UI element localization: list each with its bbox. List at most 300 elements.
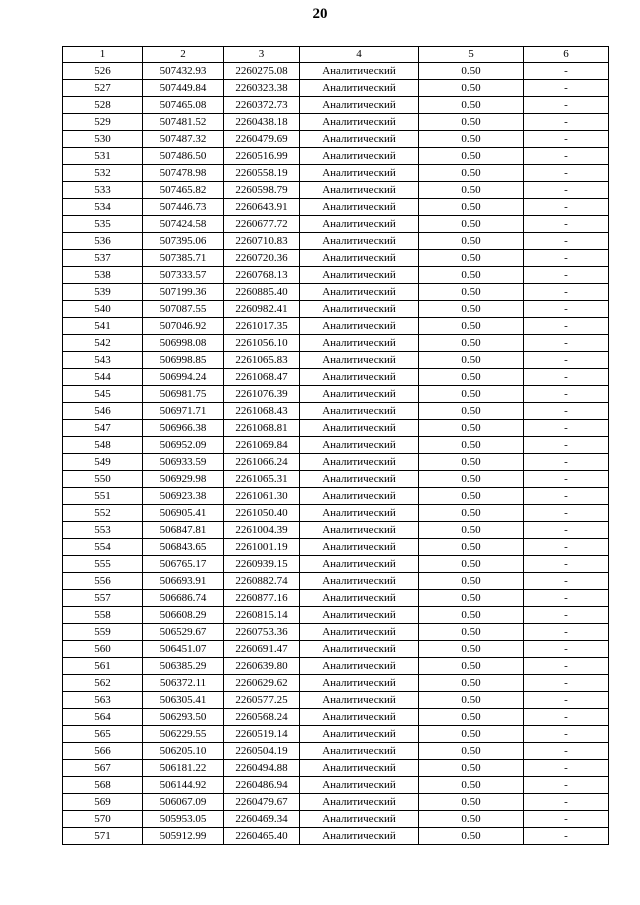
x-coordinate-cell: 506385.29	[143, 658, 224, 675]
note-cell: -	[524, 539, 609, 556]
note-cell: -	[524, 199, 609, 216]
column-header: 4	[300, 47, 419, 63]
y-coordinate-cell: 2260710.83	[224, 233, 300, 250]
table-row	[63, 420, 609, 437]
x-coordinate-cell: 506905.41	[143, 505, 224, 522]
table-row	[63, 114, 609, 131]
y-coordinate-cell: 2260982.41	[224, 301, 300, 318]
note-cell: -	[524, 233, 609, 250]
table-row	[63, 437, 609, 454]
accuracy-cell: 0.50	[419, 369, 524, 386]
point-number-cell: 551	[63, 488, 143, 505]
accuracy-cell: 0.50	[419, 403, 524, 420]
accuracy-cell: 0.50	[419, 624, 524, 641]
note-cell: -	[524, 403, 609, 420]
y-coordinate-cell: 2260519.14	[224, 726, 300, 743]
y-coordinate-cell: 2261068.43	[224, 403, 300, 420]
x-coordinate-cell: 507446.73	[143, 199, 224, 216]
x-coordinate-cell: 506205.10	[143, 743, 224, 760]
note-cell: -	[524, 811, 609, 828]
table-row	[63, 454, 609, 471]
table-row	[63, 80, 609, 97]
x-coordinate-cell: 506608.29	[143, 607, 224, 624]
x-coordinate-cell: 506067.09	[143, 794, 224, 811]
y-coordinate-cell: 2260558.19	[224, 165, 300, 182]
note-cell: -	[524, 522, 609, 539]
y-coordinate-cell: 2261068.47	[224, 369, 300, 386]
table-row	[63, 709, 609, 726]
method-cell: Аналитический	[300, 624, 419, 641]
method-cell: Аналитический	[300, 369, 419, 386]
point-number-cell: 546	[63, 403, 143, 420]
x-coordinate-cell: 507395.06	[143, 233, 224, 250]
method-cell: Аналитический	[300, 828, 419, 845]
y-coordinate-cell: 2260504.19	[224, 743, 300, 760]
table-row	[63, 318, 609, 335]
accuracy-cell: 0.50	[419, 182, 524, 199]
x-coordinate-cell: 507486.50	[143, 148, 224, 165]
x-coordinate-cell: 507199.36	[143, 284, 224, 301]
table-row	[63, 505, 609, 522]
x-coordinate-cell: 505912.99	[143, 828, 224, 845]
column-header: 2	[143, 47, 224, 63]
point-number-cell: 542	[63, 335, 143, 352]
accuracy-cell: 0.50	[419, 607, 524, 624]
accuracy-cell: 0.50	[419, 267, 524, 284]
accuracy-cell: 0.50	[419, 556, 524, 573]
method-cell: Аналитический	[300, 148, 419, 165]
y-coordinate-cell: 2261004.39	[224, 522, 300, 539]
x-coordinate-cell: 507481.52	[143, 114, 224, 131]
table-row	[63, 488, 609, 505]
accuracy-cell: 0.50	[419, 250, 524, 267]
y-coordinate-cell: 2260465.40	[224, 828, 300, 845]
accuracy-cell: 0.50	[419, 522, 524, 539]
table-row	[63, 743, 609, 760]
point-number-cell: 539	[63, 284, 143, 301]
y-coordinate-cell: 2260568.24	[224, 709, 300, 726]
accuracy-cell: 0.50	[419, 63, 524, 80]
x-coordinate-cell: 506305.41	[143, 692, 224, 709]
point-number-cell: 538	[63, 267, 143, 284]
point-number-cell: 558	[63, 607, 143, 624]
x-coordinate-cell: 506843.65	[143, 539, 224, 556]
method-cell: Аналитический	[300, 437, 419, 454]
method-cell: Аналитический	[300, 182, 419, 199]
accuracy-cell: 0.50	[419, 692, 524, 709]
method-cell: Аналитический	[300, 675, 419, 692]
point-number-cell: 541	[63, 318, 143, 335]
table-row	[63, 811, 609, 828]
method-cell: Аналитический	[300, 505, 419, 522]
method-cell: Аналитический	[300, 335, 419, 352]
note-cell: -	[524, 284, 609, 301]
accuracy-cell: 0.50	[419, 573, 524, 590]
table-row	[63, 556, 609, 573]
table-row	[63, 199, 609, 216]
y-coordinate-cell: 2260720.36	[224, 250, 300, 267]
accuracy-cell: 0.50	[419, 80, 524, 97]
note-cell: -	[524, 165, 609, 182]
table-row	[63, 403, 609, 420]
table-body	[63, 63, 609, 845]
method-cell: Аналитический	[300, 590, 419, 607]
y-coordinate-cell: 2260479.69	[224, 131, 300, 148]
method-cell: Аналитический	[300, 97, 419, 114]
x-coordinate-cell: 507385.71	[143, 250, 224, 267]
method-cell: Аналитический	[300, 284, 419, 301]
table-row	[63, 148, 609, 165]
method-cell: Аналитический	[300, 233, 419, 250]
method-cell: Аналитический	[300, 658, 419, 675]
accuracy-cell: 0.50	[419, 709, 524, 726]
method-cell: Аналитический	[300, 692, 419, 709]
note-cell: -	[524, 352, 609, 369]
method-cell: Аналитический	[300, 471, 419, 488]
method-cell: Аналитический	[300, 114, 419, 131]
point-number-cell: 550	[63, 471, 143, 488]
point-number-cell: 552	[63, 505, 143, 522]
y-coordinate-cell: 2260479.67	[224, 794, 300, 811]
accuracy-cell: 0.50	[419, 165, 524, 182]
method-cell: Аналитический	[300, 216, 419, 233]
table-row	[63, 658, 609, 675]
note-cell: -	[524, 131, 609, 148]
y-coordinate-cell: 2260438.18	[224, 114, 300, 131]
note-cell: -	[524, 420, 609, 437]
y-coordinate-cell: 2260629.62	[224, 675, 300, 692]
note-cell: -	[524, 250, 609, 267]
y-coordinate-cell: 2260494.88	[224, 760, 300, 777]
table-row	[63, 165, 609, 182]
table-row	[63, 760, 609, 777]
point-number-cell: 529	[63, 114, 143, 131]
y-coordinate-cell: 2260275.08	[224, 63, 300, 80]
y-coordinate-cell: 2260815.14	[224, 607, 300, 624]
method-cell: Аналитический	[300, 301, 419, 318]
table-row	[63, 216, 609, 233]
x-coordinate-cell: 506847.81	[143, 522, 224, 539]
x-coordinate-cell: 506529.67	[143, 624, 224, 641]
accuracy-cell: 0.50	[419, 216, 524, 233]
y-coordinate-cell: 2260877.16	[224, 590, 300, 607]
point-number-cell: 557	[63, 590, 143, 607]
accuracy-cell: 0.50	[419, 794, 524, 811]
accuracy-cell: 0.50	[419, 760, 524, 777]
accuracy-cell: 0.50	[419, 658, 524, 675]
note-cell: -	[524, 607, 609, 624]
x-coordinate-cell: 506966.38	[143, 420, 224, 437]
point-number-cell: 545	[63, 386, 143, 403]
y-coordinate-cell: 2260516.99	[224, 148, 300, 165]
x-coordinate-cell: 506229.55	[143, 726, 224, 743]
method-cell: Аналитический	[300, 811, 419, 828]
y-coordinate-cell: 2261050.40	[224, 505, 300, 522]
accuracy-cell: 0.50	[419, 233, 524, 250]
point-number-cell: 548	[63, 437, 143, 454]
note-cell: -	[524, 471, 609, 488]
table-row	[63, 539, 609, 556]
x-coordinate-cell: 507465.08	[143, 97, 224, 114]
note-cell: -	[524, 760, 609, 777]
method-cell: Аналитический	[300, 403, 419, 420]
note-cell: -	[524, 63, 609, 80]
point-number-cell: 562	[63, 675, 143, 692]
table-row	[63, 97, 609, 114]
x-coordinate-cell: 506693.91	[143, 573, 224, 590]
point-number-cell: 560	[63, 641, 143, 658]
y-coordinate-cell: 2260753.36	[224, 624, 300, 641]
accuracy-cell: 0.50	[419, 590, 524, 607]
accuracy-cell: 0.50	[419, 437, 524, 454]
method-cell: Аналитический	[300, 743, 419, 760]
note-cell: -	[524, 114, 609, 131]
accuracy-cell: 0.50	[419, 726, 524, 743]
y-coordinate-cell: 2260885.40	[224, 284, 300, 301]
x-coordinate-cell: 506981.75	[143, 386, 224, 403]
note-cell: -	[524, 828, 609, 845]
accuracy-cell: 0.50	[419, 335, 524, 352]
y-coordinate-cell: 2260469.34	[224, 811, 300, 828]
point-number-cell: 565	[63, 726, 143, 743]
method-cell: Аналитический	[300, 318, 419, 335]
note-cell: -	[524, 624, 609, 641]
y-coordinate-cell: 2260323.38	[224, 80, 300, 97]
table-row	[63, 250, 609, 267]
point-number-cell: 534	[63, 199, 143, 216]
accuracy-cell: 0.50	[419, 743, 524, 760]
accuracy-cell: 0.50	[419, 352, 524, 369]
note-cell: -	[524, 335, 609, 352]
method-cell: Аналитический	[300, 63, 419, 80]
point-number-cell: 549	[63, 454, 143, 471]
note-cell: -	[524, 726, 609, 743]
note-cell: -	[524, 505, 609, 522]
table-row	[63, 522, 609, 539]
x-coordinate-cell: 505953.05	[143, 811, 224, 828]
note-cell: -	[524, 692, 609, 709]
x-coordinate-cell: 507333.57	[143, 267, 224, 284]
x-coordinate-cell: 506686.74	[143, 590, 224, 607]
y-coordinate-cell: 2261001.19	[224, 539, 300, 556]
point-number-cell: 544	[63, 369, 143, 386]
table-row	[63, 369, 609, 386]
accuracy-cell: 0.50	[419, 199, 524, 216]
table-row	[63, 794, 609, 811]
x-coordinate-cell: 506293.50	[143, 709, 224, 726]
point-number-cell: 528	[63, 97, 143, 114]
point-number-cell: 559	[63, 624, 143, 641]
note-cell: -	[524, 454, 609, 471]
y-coordinate-cell: 2260939.15	[224, 556, 300, 573]
y-coordinate-cell: 2261056.10	[224, 335, 300, 352]
method-cell: Аналитический	[300, 607, 419, 624]
x-coordinate-cell: 506952.09	[143, 437, 224, 454]
method-cell: Аналитический	[300, 267, 419, 284]
table-row	[63, 726, 609, 743]
method-cell: Аналитический	[300, 199, 419, 216]
accuracy-cell: 0.50	[419, 97, 524, 114]
table-row	[63, 692, 609, 709]
y-coordinate-cell: 2261061.30	[224, 488, 300, 505]
accuracy-cell: 0.50	[419, 471, 524, 488]
point-number-cell: 568	[63, 777, 143, 794]
note-cell: -	[524, 777, 609, 794]
accuracy-cell: 0.50	[419, 539, 524, 556]
x-coordinate-cell: 507087.55	[143, 301, 224, 318]
y-coordinate-cell: 2260577.25	[224, 692, 300, 709]
point-number-cell: 567	[63, 760, 143, 777]
point-number-cell: 543	[63, 352, 143, 369]
table-row	[63, 624, 609, 641]
x-coordinate-cell: 507478.98	[143, 165, 224, 182]
point-number-cell: 533	[63, 182, 143, 199]
x-coordinate-cell: 506998.85	[143, 352, 224, 369]
note-cell: -	[524, 675, 609, 692]
table-row	[63, 63, 609, 80]
accuracy-cell: 0.50	[419, 131, 524, 148]
note-cell: -	[524, 97, 609, 114]
point-number-cell: 566	[63, 743, 143, 760]
y-coordinate-cell: 2261065.83	[224, 352, 300, 369]
y-coordinate-cell: 2261066.24	[224, 454, 300, 471]
table-row	[63, 131, 609, 148]
method-cell: Аналитический	[300, 794, 419, 811]
accuracy-cell: 0.50	[419, 420, 524, 437]
x-coordinate-cell: 506923.38	[143, 488, 224, 505]
note-cell: -	[524, 267, 609, 284]
note-cell: -	[524, 573, 609, 590]
method-cell: Аналитический	[300, 131, 419, 148]
accuracy-cell: 0.50	[419, 811, 524, 828]
table-row	[63, 590, 609, 607]
point-number-cell: 537	[63, 250, 143, 267]
method-cell: Аналитический	[300, 777, 419, 794]
method-cell: Аналитический	[300, 641, 419, 658]
table-row	[63, 182, 609, 199]
method-cell: Аналитический	[300, 556, 419, 573]
y-coordinate-cell: 2260372.73	[224, 97, 300, 114]
note-cell: -	[524, 658, 609, 675]
table-row	[63, 573, 609, 590]
column-header: 3	[224, 47, 300, 63]
method-cell: Аналитический	[300, 573, 419, 590]
table-row	[63, 284, 609, 301]
point-number-cell: 570	[63, 811, 143, 828]
x-coordinate-cell: 507449.84	[143, 80, 224, 97]
table-row	[63, 335, 609, 352]
y-coordinate-cell: 2260691.47	[224, 641, 300, 658]
note-cell: -	[524, 743, 609, 760]
note-cell: -	[524, 709, 609, 726]
y-coordinate-cell: 2261065.31	[224, 471, 300, 488]
accuracy-cell: 0.50	[419, 675, 524, 692]
table-row	[63, 675, 609, 692]
method-cell: Аналитический	[300, 726, 419, 743]
table-row	[63, 607, 609, 624]
note-cell: -	[524, 369, 609, 386]
x-coordinate-cell: 506181.22	[143, 760, 224, 777]
note-cell: -	[524, 301, 609, 318]
table-row	[63, 641, 609, 658]
x-coordinate-cell: 506765.17	[143, 556, 224, 573]
note-cell: -	[524, 437, 609, 454]
table-row	[63, 233, 609, 250]
x-coordinate-cell: 506929.98	[143, 471, 224, 488]
accuracy-cell: 0.50	[419, 284, 524, 301]
accuracy-cell: 0.50	[419, 114, 524, 131]
note-cell: -	[524, 641, 609, 658]
point-number-cell: 527	[63, 80, 143, 97]
note-cell: -	[524, 794, 609, 811]
point-number-cell: 536	[63, 233, 143, 250]
point-number-cell: 526	[63, 63, 143, 80]
y-coordinate-cell: 2260677.72	[224, 216, 300, 233]
table-row	[63, 301, 609, 318]
point-number-cell: 532	[63, 165, 143, 182]
column-header: 1	[63, 47, 143, 63]
note-cell: -	[524, 318, 609, 335]
y-coordinate-cell: 2260598.79	[224, 182, 300, 199]
table-header-row	[63, 47, 609, 63]
note-cell: -	[524, 216, 609, 233]
table-row	[63, 777, 609, 794]
accuracy-cell: 0.50	[419, 641, 524, 658]
table-row	[63, 267, 609, 284]
x-coordinate-cell: 506451.07	[143, 641, 224, 658]
x-coordinate-cell: 507046.92	[143, 318, 224, 335]
y-coordinate-cell: 2260486.94	[224, 777, 300, 794]
y-coordinate-cell: 2260882.74	[224, 573, 300, 590]
accuracy-cell: 0.50	[419, 386, 524, 403]
note-cell: -	[524, 182, 609, 199]
y-coordinate-cell: 2261069.84	[224, 437, 300, 454]
accuracy-cell: 0.50	[419, 828, 524, 845]
method-cell: Аналитический	[300, 760, 419, 777]
accuracy-cell: 0.50	[419, 318, 524, 335]
y-coordinate-cell: 2260768.13	[224, 267, 300, 284]
note-cell: -	[524, 488, 609, 505]
table-row	[63, 352, 609, 369]
y-coordinate-cell: 2261068.81	[224, 420, 300, 437]
point-number-cell: 555	[63, 556, 143, 573]
accuracy-cell: 0.50	[419, 454, 524, 471]
point-number-cell: 535	[63, 216, 143, 233]
note-cell: -	[524, 386, 609, 403]
method-cell: Аналитический	[300, 352, 419, 369]
method-cell: Аналитический	[300, 539, 419, 556]
accuracy-cell: 0.50	[419, 777, 524, 794]
note-cell: -	[524, 590, 609, 607]
note-cell: -	[524, 80, 609, 97]
note-cell: -	[524, 556, 609, 573]
method-cell: Аналитический	[300, 420, 419, 437]
accuracy-cell: 0.50	[419, 301, 524, 318]
point-number-cell: 564	[63, 709, 143, 726]
accuracy-cell: 0.50	[419, 148, 524, 165]
column-header: 5	[419, 47, 524, 63]
x-coordinate-cell: 506998.08	[143, 335, 224, 352]
method-cell: Аналитический	[300, 522, 419, 539]
point-number-cell: 571	[63, 828, 143, 845]
method-cell: Аналитический	[300, 80, 419, 97]
method-cell: Аналитический	[300, 709, 419, 726]
table-row	[63, 471, 609, 488]
accuracy-cell: 0.50	[419, 505, 524, 522]
method-cell: Аналитический	[300, 165, 419, 182]
accuracy-cell: 0.50	[419, 488, 524, 505]
y-coordinate-cell: 2260643.91	[224, 199, 300, 216]
